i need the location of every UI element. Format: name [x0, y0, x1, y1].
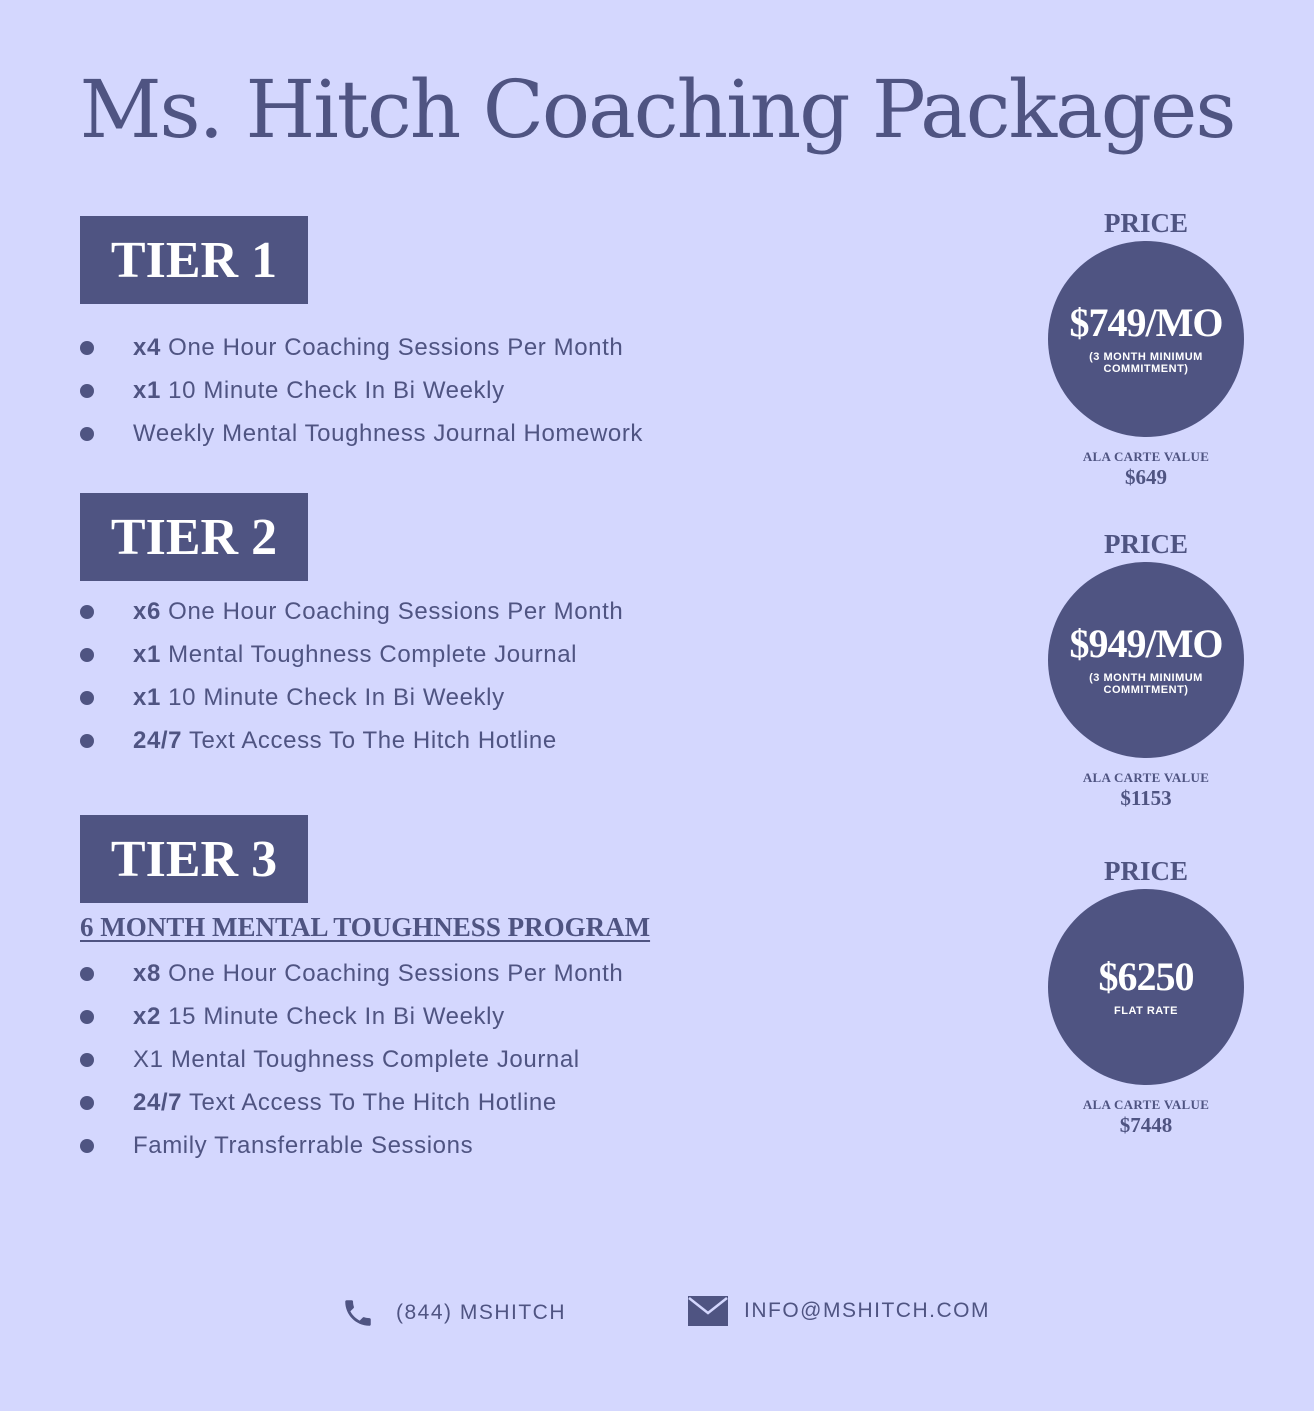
- alacarte-value: $7448: [1119, 1113, 1173, 1137]
- price-badge: [1048, 889, 1244, 1085]
- list-item: X1 Mental Toughness Complete Journal: [78, 1038, 623, 1081]
- list-item: x4 One Hour Coaching Sessions Per Month: [78, 326, 643, 369]
- contact-phone[interactable]: [340, 1296, 566, 1330]
- bullet-icon: [80, 648, 94, 662]
- list-item: x6 One Hour Coaching Sessions Per Month: [78, 590, 623, 633]
- tier-3-features: [78, 952, 623, 1167]
- bullet-icon: [80, 427, 94, 441]
- price-note: (3 MONTH MINIMUM COMMITMENT): [1089, 351, 1203, 375]
- tier-1-price-block: [1048, 205, 1244, 489]
- tier-2-label: TIER 2: [80, 493, 308, 581]
- contact-email[interactable]: [688, 1296, 990, 1326]
- alacarte-value: $649: [1125, 465, 1167, 489]
- envelope-icon: [688, 1296, 728, 1326]
- alacarte-label: ALA CARTE VALUE: [1082, 770, 1210, 785]
- price-amount: $6250: [1098, 954, 1194, 999]
- price-heading: PRICE: [1103, 529, 1188, 559]
- program-title: 6 MONTH MENTAL TOUGHNESS PROGRAM: [80, 912, 651, 942]
- phone-icon: [340, 1296, 376, 1330]
- price-amount: $749/MO: [1069, 300, 1223, 345]
- bullet-icon: [80, 1053, 94, 1067]
- tier-3-label: TIER 3: [80, 815, 308, 903]
- bullet-icon: [80, 1010, 94, 1024]
- price-note: (3 MONTH MINIMUM COMMITMENT): [1089, 672, 1203, 696]
- list-item: 24/7 Text Access To The Hitch Hotline: [78, 719, 623, 762]
- phone-number: (844) MSHITCH: [396, 1301, 567, 1324]
- list-item: Family Transferrable Sessions: [78, 1124, 623, 1167]
- email-address: INFO@MSHITCH.COM: [744, 1299, 990, 1322]
- price-amount: $949/MO: [1069, 621, 1223, 666]
- alacarte-label: ALA CARTE VALUE: [1082, 1097, 1210, 1112]
- tier-3-price-block: [1048, 853, 1244, 1137]
- list-item: x2 15 Minute Check In Bi Weekly: [78, 995, 623, 1038]
- bullet-icon: [80, 1096, 94, 1110]
- list-item: x1 10 Minute Check In Bi Weekly: [78, 369, 643, 412]
- tier-1-features: [78, 326, 643, 455]
- bullet-icon: [80, 1139, 94, 1153]
- price-note: FLAT RATE: [1114, 1005, 1178, 1017]
- bullet-icon: [80, 734, 94, 748]
- bullet-icon: [80, 967, 94, 981]
- bullet-icon: [80, 605, 94, 619]
- tier-2-price-block: [1048, 526, 1244, 810]
- list-item: x8 One Hour Coaching Sessions Per Month: [78, 952, 623, 995]
- page-title: Ms. Hitch Coaching Packages: [79, 63, 1235, 156]
- price-heading: PRICE: [1103, 208, 1188, 238]
- bullet-icon: [80, 341, 94, 355]
- list-item: Weekly Mental Toughness Journal Homework: [78, 412, 643, 455]
- bullet-icon: [80, 384, 94, 398]
- tier-2-features: [78, 590, 623, 762]
- price-badge: [1048, 562, 1244, 758]
- list-item: 24/7 Text Access To The Hitch Hotline: [78, 1081, 623, 1124]
- tier-1-label: TIER 1: [80, 216, 308, 304]
- alacarte-value: $1153: [1120, 786, 1172, 810]
- price-badge: [1048, 241, 1244, 437]
- list-item: x1 10 Minute Check In Bi Weekly: [78, 676, 623, 719]
- bullet-icon: [80, 691, 94, 705]
- list-item: x1 Mental Toughness Complete Journal: [78, 633, 623, 676]
- price-heading: PRICE: [1103, 856, 1188, 886]
- alacarte-label: ALA CARTE VALUE: [1082, 449, 1210, 464]
